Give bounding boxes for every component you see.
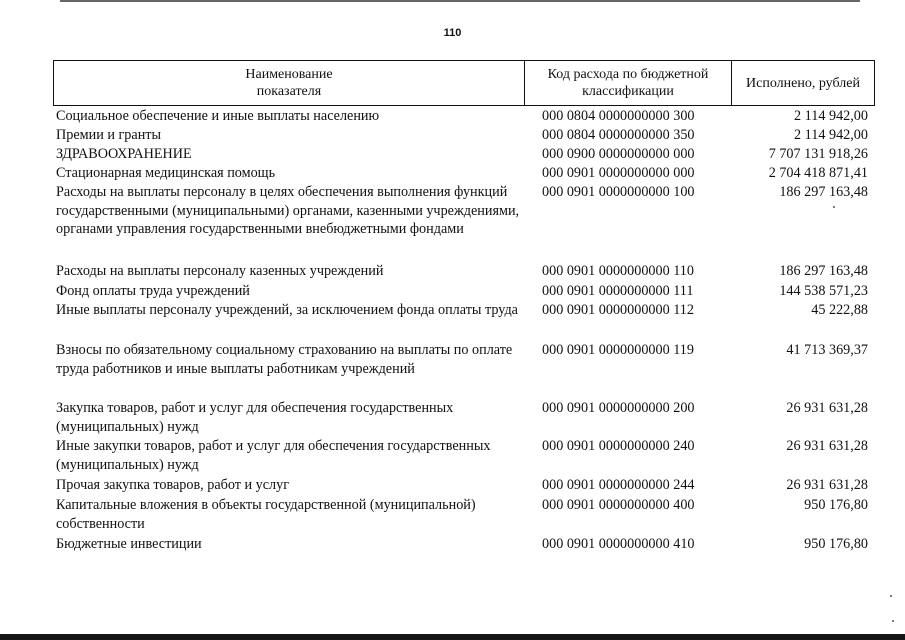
header-amount-column [731,61,874,105]
row-amount: 2 114 942,00 [794,127,868,143]
row-amount: 2 114 942,00 [794,108,868,124]
row-name: Фонд оплаты труда учреждений [56,283,250,299]
row-name: Премии и гранты [56,127,162,143]
row-name: Прочая закупка товаров, работ и услуг [56,477,290,493]
row-amount: 950 176,80 [804,497,868,513]
row-code: 000 0901 0000000000 400 [542,497,695,513]
header-code-label: Код расхода по бюджетной классификации [547,67,709,99]
row-code: 000 0901 0000000000 119 [542,342,694,358]
row-amount: 26 931 631,28 [786,477,868,493]
row-code: 000 0900 0000000000 000 [542,146,695,162]
row-amount: 186 297 163,48 [779,184,868,200]
table-header [53,60,875,106]
header-name-column [54,61,524,105]
header-amount-label: Исполнено, рублей [746,75,860,91]
header-code-column [524,61,731,105]
row-name: Расходы на выплаты персоналу казенных учреждений [56,263,384,279]
scan-speck [890,595,892,597]
row-amount: 2 704 418 871,41 [768,165,868,181]
row-name: Расходы на выплаты персоналу в целях обеспечения выполнения функций государственными (муниципальными) органами, казенными учреждениями, органами управления государственными внебюджетными фондами [56,184,520,237]
row-code: 000 0901 0000000000 112 [542,302,694,318]
bottom-scan-edge [0,634,905,640]
row-code: 000 0901 0000000000 110 [542,263,694,279]
row-amount: 950 176,80 [804,536,868,552]
row-name: Бюджетные инвестиции [56,536,202,552]
row-code: 000 0901 0000000000 410 [542,536,695,552]
row-name: Капитальные вложения в объекты государственной (муниципальной) собственности [56,497,476,532]
row-amount: 144 538 571,23 [779,283,868,299]
row-name: Социальное обеспечение и иные выплаты населению [56,108,380,124]
row-code: 000 0804 0000000000 300 [542,108,695,124]
row-code: 000 0901 0000000000 240 [542,438,695,454]
row-code: 000 0901 0000000000 200 [542,400,695,416]
row-name: Иные выплаты персоналу учреждений, за исключением фонда оплаты труда [56,302,518,318]
row-code: 000 0901 0000000000 244 [542,477,695,493]
row-name: Взносы по обязательному социальному страхованию на выплаты по оплате труда работников и иные выплаты работникам учреждений [56,342,513,377]
top-scan-edge [60,0,860,2]
row-code: 000 0901 0000000000 000 [542,165,695,181]
page-number: 110 [443,27,462,39]
row-name: ЗДРАВООХРАНЕНИЕ [56,146,192,162]
scan-speck [892,620,894,622]
row-amount: 45 222,88 [811,302,868,318]
row-code: 000 0901 0000000000 100 [542,184,695,200]
row-code: 000 0804 0000000000 350 [542,127,695,143]
row-amount: 7 707 131 918,26 [768,146,868,162]
row-amount: 186 297 163,48 [779,263,868,279]
row-amount: 26 931 631,28 [786,400,868,416]
row-name: Закупка товаров, работ и услуг для обеспечения государственных (муниципальных) нужд [56,400,454,435]
header-name-label: Наименование показателя [245,67,333,99]
row-name: Стационарная медицинская помощь [56,165,276,181]
row-amount: 26 931 631,28 [786,438,868,454]
row-amount: 41 713 369,37 [786,342,868,358]
row-code: 000 0901 0000000000 111 [542,283,694,299]
scan-speck [833,206,835,208]
row-name: Иные закупки товаров, работ и услуг для обеспечения государственных (муниципальных) нужд [56,438,491,473]
